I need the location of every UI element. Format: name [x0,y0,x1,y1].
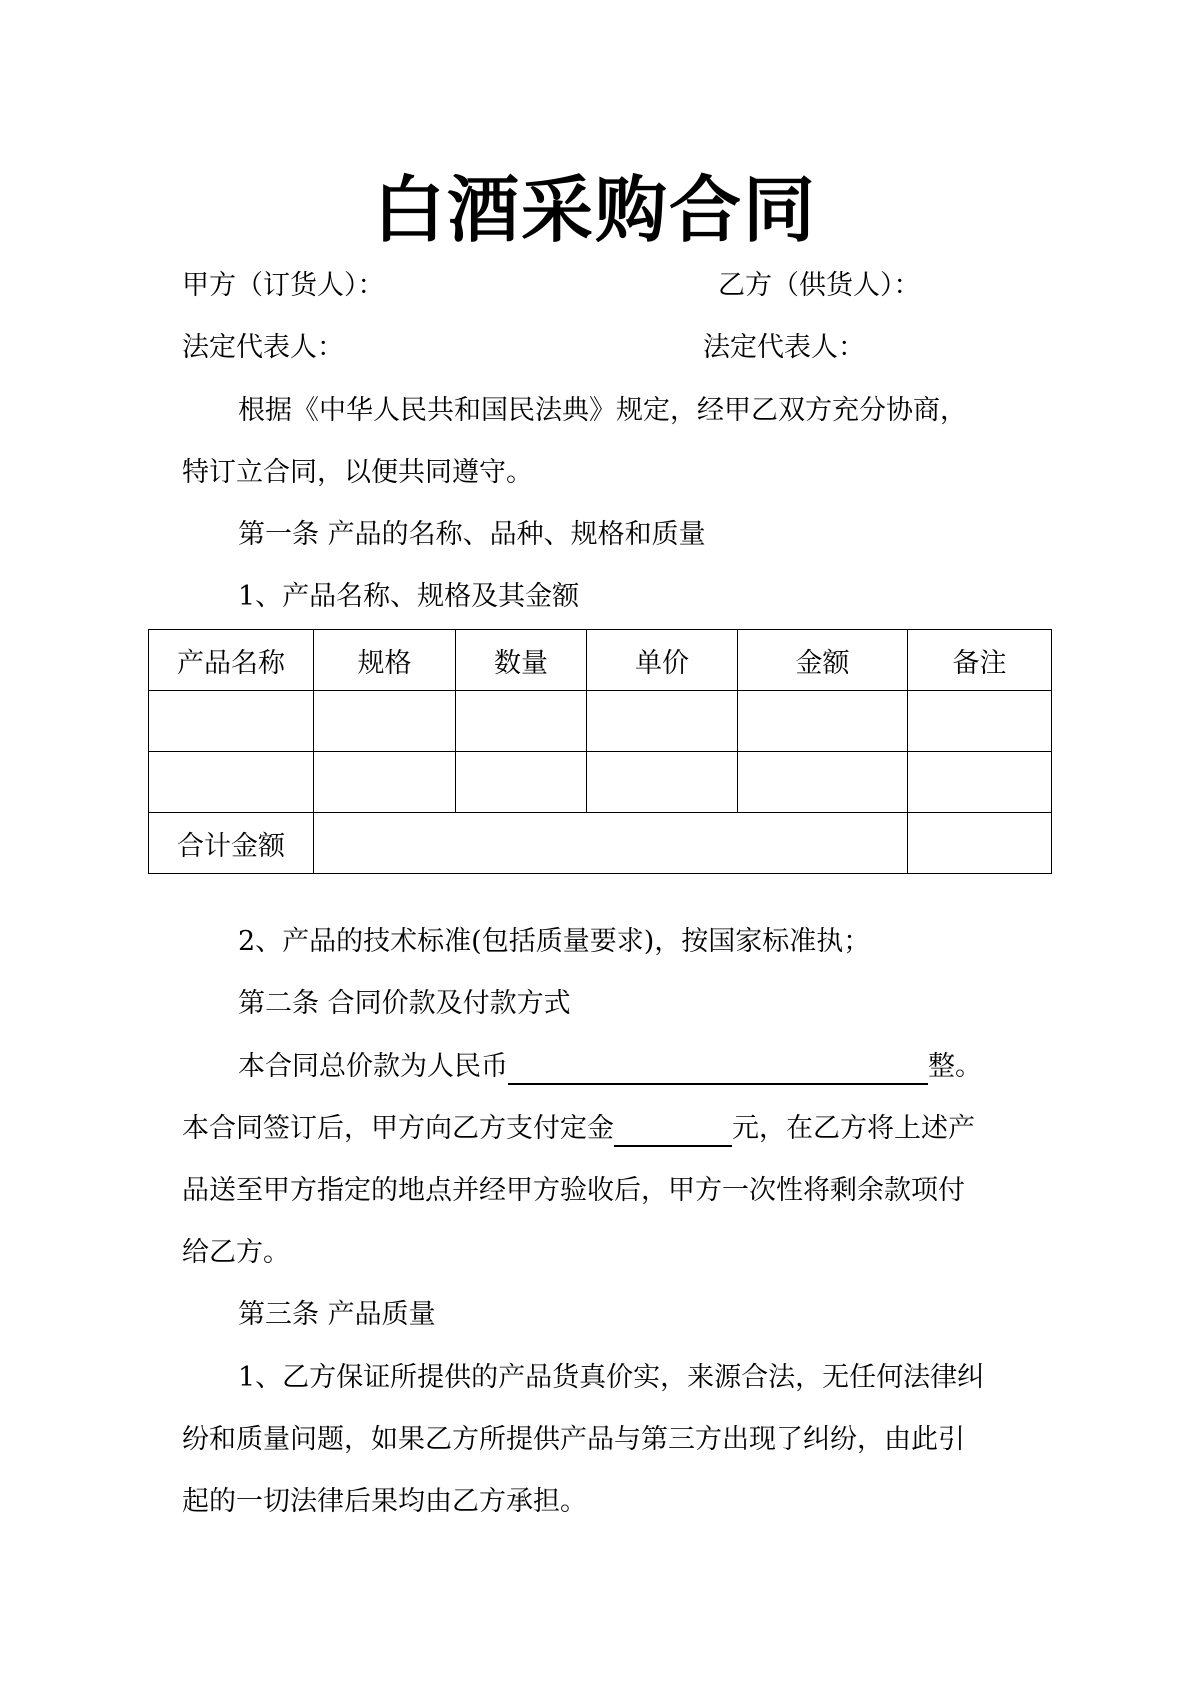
total-price-prefix: 本合同总价款为人民币 [238,1051,508,1082]
product-table [148,629,1052,874]
article-3-line-2: 纷和质量问题，如果乙方所提供产品与第三方出现了纠纷，由此引 [182,1424,965,1455]
table-cell [587,752,738,813]
table-cell [456,691,587,752]
table-cell [149,752,314,813]
article-2-heading: 第二条 合同价款及付款方式 [238,988,571,1019]
total-price-blank [508,1053,928,1085]
table-total-row [149,813,1052,874]
article-2-line-4: 给乙方。 [182,1237,290,1268]
party-b-representative-label: 法定代表人： [703,332,865,363]
table-cell [456,752,587,813]
party-a-label: 甲方（订货人）： [182,270,385,301]
header-unit-price: 单价 [587,630,738,691]
article-1-item-1: 1、产品名称、规格及其金额 [238,581,580,612]
header-quantity: 数量 [456,630,587,691]
article-3-heading: 第三条 产品质量 [238,1299,436,1330]
party-a-representative-label: 法定代表人： [182,332,344,363]
table-row [149,752,1052,813]
document-title: 白酒采购合同 [372,167,817,252]
table-header-row [149,630,1052,691]
table-cell [908,752,1052,813]
table-cell [314,691,456,752]
deposit-blank [614,1115,732,1147]
total-remarks-cell [908,813,1052,874]
total-amount-value-cell [314,813,908,874]
table-cell [908,691,1052,752]
preamble-line-2: 特订立合同，以便共同遵守。 [182,457,533,488]
table-cell [149,691,314,752]
table-cell [738,752,908,813]
preamble-line-1: 根据《中华人民共和国民法典》规定，经甲乙双方充分协商， [238,395,967,426]
article-1-item-2: 2、产品的技术标准(包括质量要求)，按国家标准执； [238,926,871,957]
deposit-prefix: 本合同签订后，甲方向乙方支付定金 [182,1113,614,1144]
header-amount: 金额 [738,630,908,691]
total-price-suffix: 整。 [928,1051,982,1082]
party-b-label: 乙方（供货人）： [718,270,921,301]
header-remarks: 备注 [908,630,1052,691]
article-1-heading: 第一条 产品的名称、品种、规格和质量 [238,519,706,550]
article-2-line-2 [182,1111,975,1147]
article-2-line-1 [238,1049,982,1085]
total-amount-label: 合计金额 [149,813,314,874]
article-3-line-1: 1、乙方保证所提供的产品货真价实，来源合法，无任何法律纠 [238,1362,985,1393]
header-spec: 规格 [314,630,456,691]
header-product-name: 产品名称 [149,630,314,691]
table-cell [738,691,908,752]
table-cell [587,691,738,752]
table-row [149,691,1052,752]
table-cell [314,752,456,813]
deposit-suffix: 元，在乙方将上述产 [732,1113,975,1144]
article-3-line-3: 起的一切法律后果均由乙方承担。 [182,1486,587,1517]
article-2-line-3: 品送至甲方指定的地点并经甲方验收后，甲方一次性将剩余款项付 [182,1175,965,1206]
